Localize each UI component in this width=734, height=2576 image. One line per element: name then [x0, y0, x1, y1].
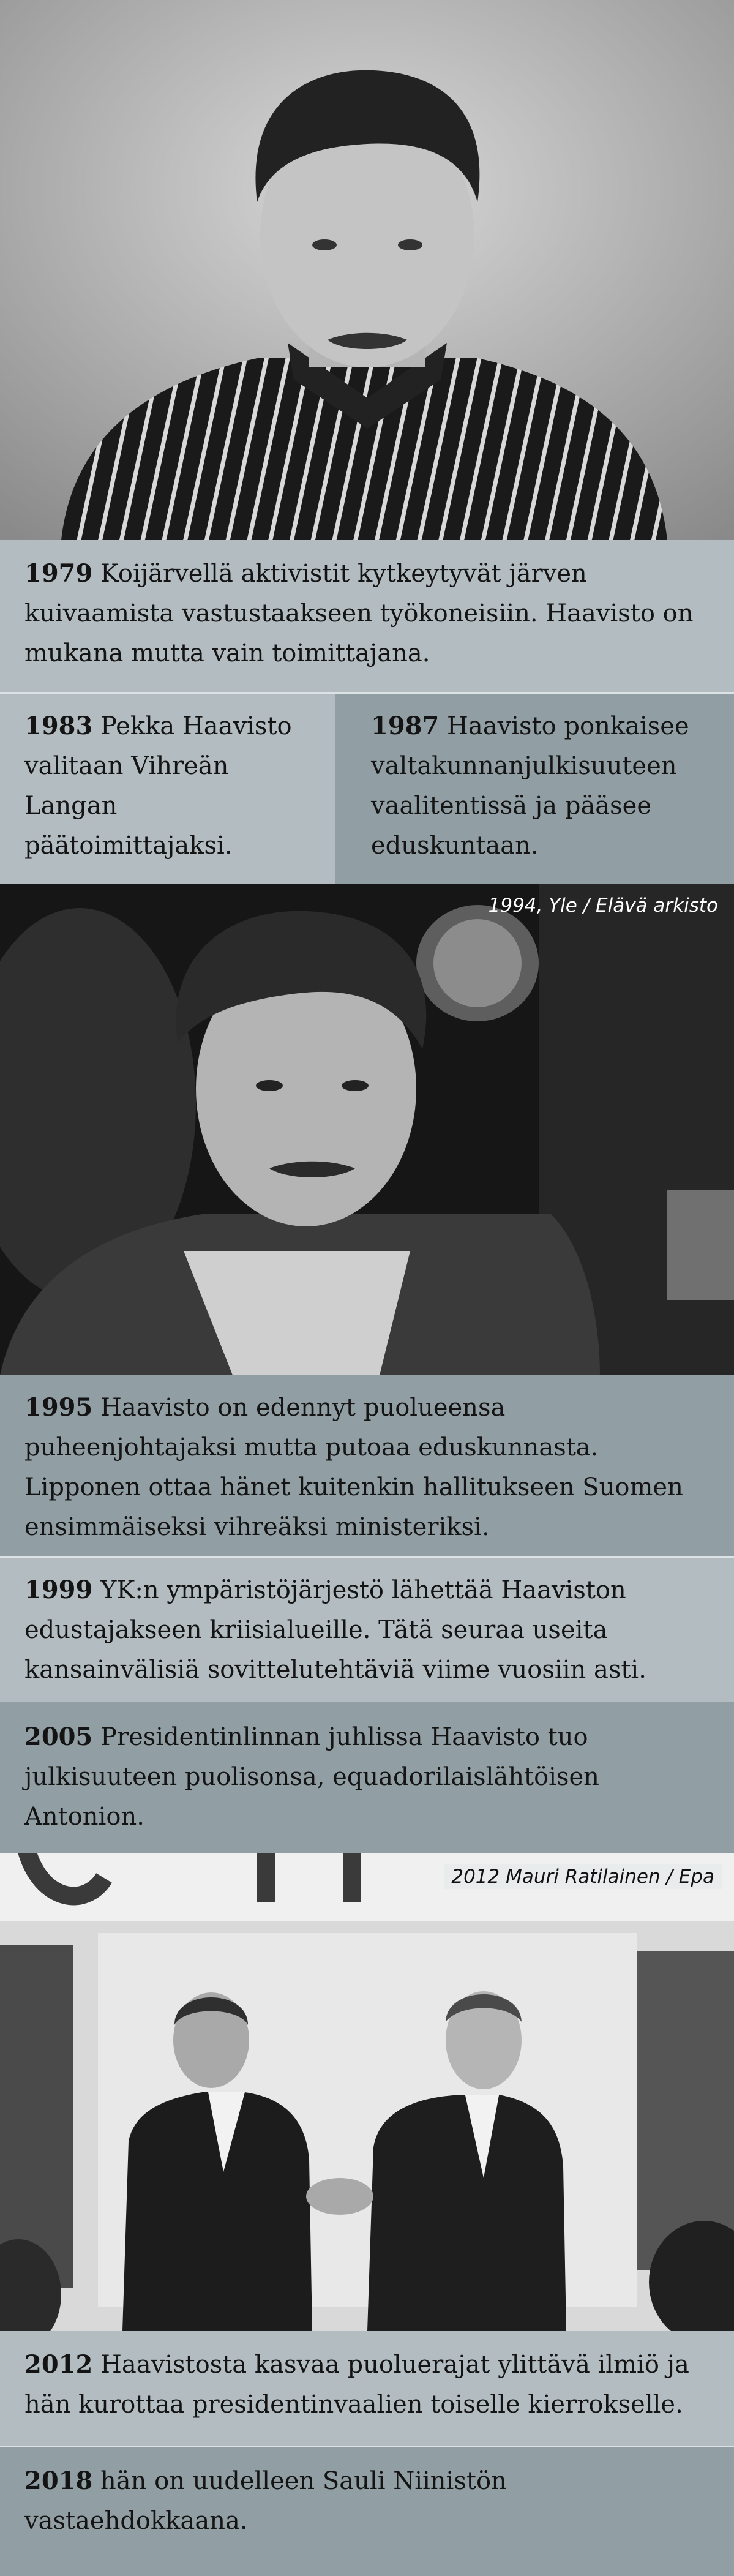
entry-text: Haavistosta kasvaa puoluerajat ylittävä ilmiö ja hän kurottaa presidentinvaalien toiselle kierrokselle.	[24, 2351, 689, 2419]
handshake-photo-image	[0, 1853, 734, 2331]
photo-credit: 1994, Yle / Elävä arkisto	[488, 895, 718, 917]
entry-text: hän on uudelleen Sauli Niinistön vastaehdokkaana.	[24, 2467, 507, 2535]
photo-2012	[0, 1853, 734, 2331]
year-label: 1983	[24, 712, 93, 740]
entry-text: Haavisto on edennyt puolueensa puheenjohtajaksi mutta putoaa eduskunnasta. Lipponen ottaa hänet kuitenkin hallitukseen Suomen ensimmäiseksi vihreäksi ministeriksi.	[24, 1394, 683, 1541]
portrait-young-man-striped-shirt-image	[0, 0, 734, 540]
timeline-entry-2018	[0, 2447, 734, 2576]
entry-text: YK:n ympäristöjärjestö lähettää Haaviston edustajakseen kriisialueille. Tätä seuraa useita kansainvälisiä sovittelutehtäviä viime vuosiin asti.	[24, 1576, 646, 1684]
year-label: 1979	[24, 559, 93, 588]
timeline-entry-1995	[0, 1375, 734, 1558]
entry-text: Koijärvellä aktivistit kytkeytyvät järven kuivaamista vastustaakseen työkoneisiin. Haavisto on mukana mutta vain toimittajana.	[24, 560, 694, 667]
year-label: 2005	[24, 1722, 93, 1751]
year-label: 2012	[24, 2350, 93, 2379]
entry-text: Pekka Haavisto valitaan Vihreän Langan päätoimittajaksi.	[24, 712, 292, 860]
photo-1994	[0, 884, 734, 1375]
year-label: 2018	[24, 2466, 93, 2495]
portrait-man-at-event-image	[0, 884, 734, 1375]
timeline-entry-1983	[0, 694, 335, 884]
entry-text: Haavisto ponkaisee valtakunnanjulkisuuteen vaalitentissä ja pääsee eduskuntaan.	[371, 712, 689, 860]
timeline-entry-1999	[0, 1558, 734, 1702]
timeline-entry-1979	[0, 540, 734, 694]
entry-text: Presidentinlinnan juhlissa Haavisto tuo julkisuuteen puolisonsa, equadorilaislähtöisen Antonion.	[24, 1723, 599, 1831]
timeline-entry-2012	[0, 2331, 734, 2447]
year-label: 1987	[371, 712, 440, 740]
timeline-entry-1987	[335, 694, 734, 884]
year-label: 1999	[24, 1575, 93, 1604]
photo-credit: 2012 Mauri Ratilainen / Epa	[444, 1864, 722, 1889]
timeline-entry-2005	[0, 1702, 734, 1853]
photo-1979	[0, 0, 734, 540]
year-label: 1995	[24, 1393, 93, 1422]
